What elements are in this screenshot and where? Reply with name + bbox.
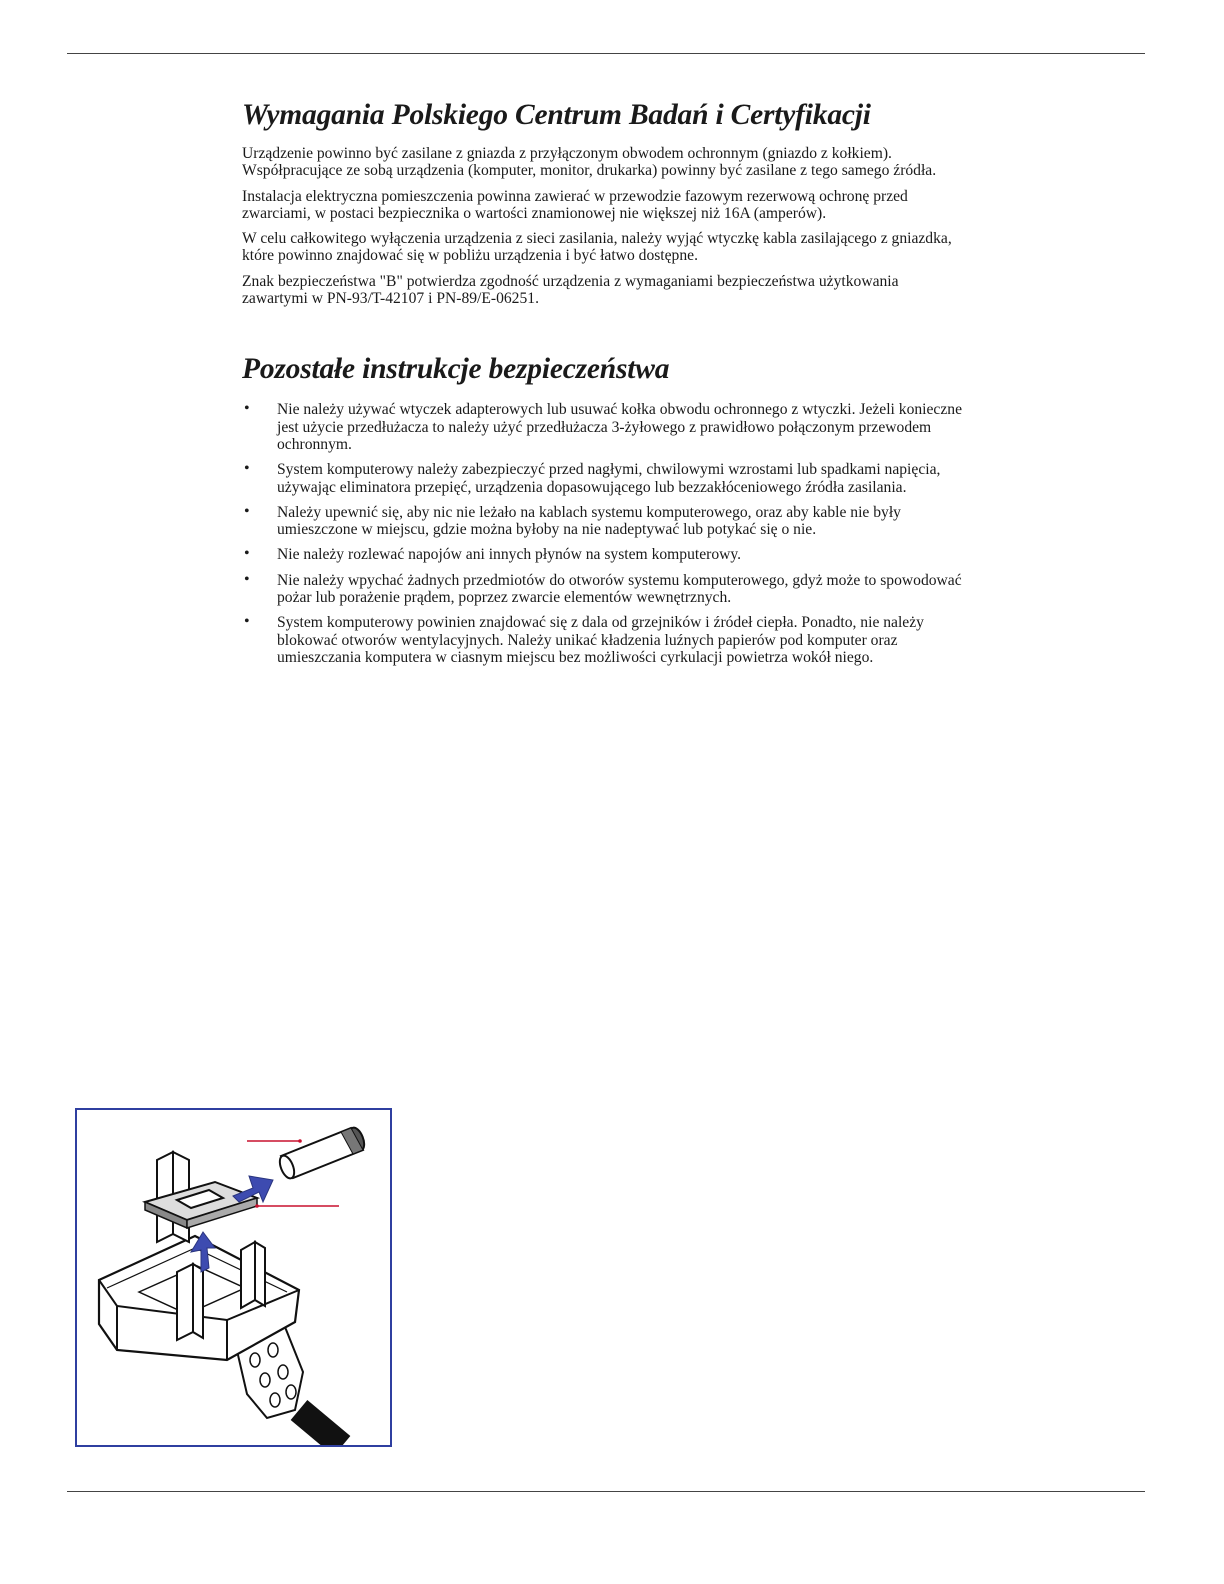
page-content bbox=[242, 92, 962, 674]
bullet-icon: • bbox=[244, 545, 250, 563]
bullet-icon: • bbox=[244, 570, 250, 588]
paragraph: Urządzenie powinno być zasilane z gniazda z przyłączonym obwodem ochronnym (gniazdo z kołkiem). Współpracujące ze sobą urządzenia (komputer, monitor, drukarka) powinny być zasilane z tego samego źródła. bbox=[242, 145, 937, 180]
list-item bbox=[242, 546, 962, 563]
paragraph: W celu całkowitego wyłączenia urządzenia z sieci zasilania, należy wyjąć wtyczkę kabla zasilającego z gniazdka, które powinno znajdować się w pobliżu urządzenia i być łatwo dostępne. bbox=[242, 230, 952, 265]
section-title-safety: Pozostałe instrukcje bezpieczeństwa bbox=[242, 353, 670, 386]
plug-fuse-drawing bbox=[77, 1110, 390, 1445]
paragraph: Znak bezpieczeństwa "B" potwierdza zgodność urządzenia z wymaganiami bezpieczeństwa użytkowania zawartymi w PN-93/T-42107 i PN-89/E-06251. bbox=[242, 272, 899, 308]
list-item-text: System komputerowy powinien znajdować się z dala od grzejników i źródeł ciepła. Ponadto, nie należy blokować otworów wentylacyjnych. Należy unikać kładzenia luźnych papierów pod komputer oraz umieszczania komputera w ciasnym miejscu bez możliwości cyrkulacji powietrza wokół niego. bbox=[277, 614, 924, 666]
list-item-text: System komputerowy należy zabezpieczyć przed nagłymi, chwilowymi wzrostami lub spadkami napięcia, używając eliminatora przepięć, urządzenia dopasowującego lub bezzakłóceniowego źródła zasilania. bbox=[277, 461, 941, 496]
list-item-text: Nie należy używać wtyczek adapterowych lub usuwać kołka obwodu ochronnego z wtyczki. Jeżeli konieczne jest użycie przedłużacza to należy użyć przedłużacza 3-żyłowego z prawidłowo połączonym przewodem ochronnym. bbox=[277, 401, 962, 453]
header-rule bbox=[67, 53, 1145, 54]
list-item bbox=[242, 504, 962, 539]
list-item bbox=[242, 572, 962, 607]
footer-rule bbox=[67, 1491, 1145, 1492]
list-item-text: Nie należy wpychać żadnych przedmiotów do otworów systemu komputerowego, gdyż może to spowodować pożar lub porażenie prądem, poprzez zwarcie elementów wewnętrznych. bbox=[277, 571, 962, 607]
safety-list bbox=[242, 401, 962, 666]
list-item bbox=[242, 614, 962, 666]
paragraph: Instalacja elektryczna pomieszczenia powinna zawierać w przewodzie fazowym rezerwową ochronę przed zwarciami, w postaci bezpiecznika o wartości znamionowej nie większej niż 16A (amperów). bbox=[242, 187, 908, 222]
list-item-text: Nie należy rozlewać napojów ani innych płynów na system komputerowy. bbox=[277, 546, 742, 564]
plug-fuse-illustration bbox=[75, 1108, 392, 1447]
bullet-icon: • bbox=[244, 400, 250, 418]
bullet-icon: • bbox=[244, 502, 250, 520]
list-item-text: Należy upewnić się, aby nic nie leżało na kablach systemu komputerowego, oraz aby kable nie były umieszczone w miejscu, gdzie można byłoby na nie nadeptywać lub potykać się o nie. bbox=[277, 503, 901, 539]
bullet-icon: • bbox=[244, 613, 250, 631]
power-cable bbox=[299, 1410, 342, 1445]
section-title-requirements: Wymagania Polskiego Centrum Badań i Certyfikacji bbox=[242, 99, 871, 131]
bullet-icon: • bbox=[244, 460, 250, 478]
list-item bbox=[242, 401, 962, 453]
list-item bbox=[242, 461, 962, 496]
fuse-cartridge bbox=[277, 1126, 367, 1181]
